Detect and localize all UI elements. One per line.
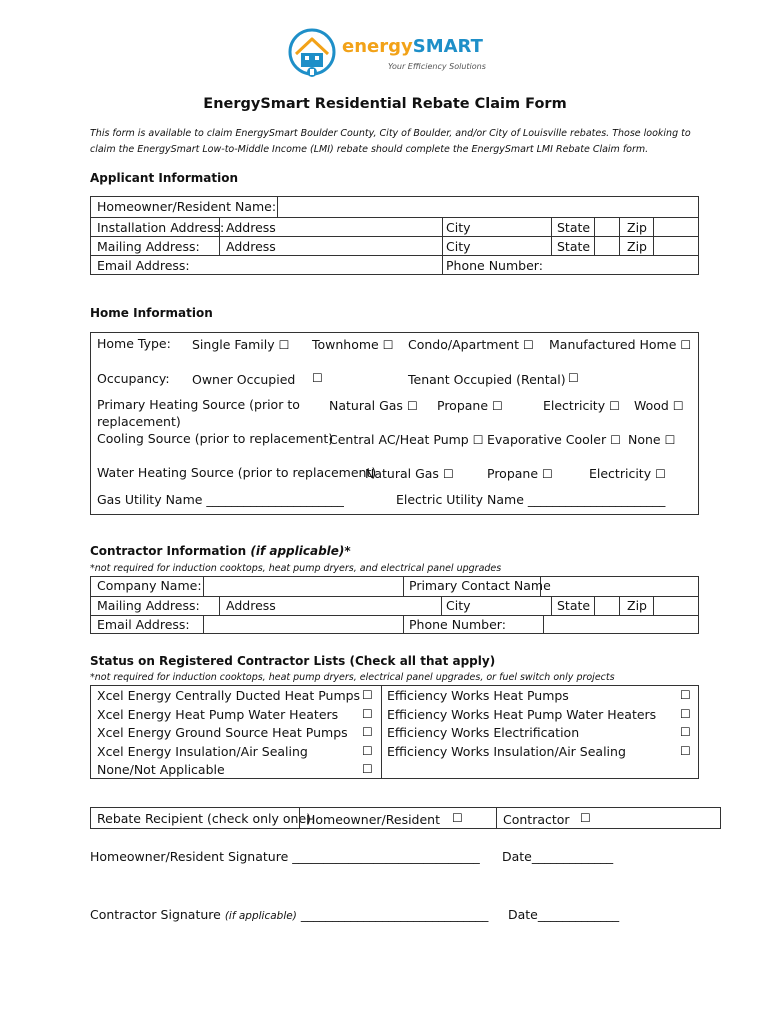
heating-propane-checkbox[interactable]: ☐: [492, 399, 503, 413]
heating-source-label-1: Primary Heating Source (prior to: [97, 397, 300, 412]
company-name-label: Company Name:: [97, 578, 202, 593]
home-heading: Home Information: [90, 306, 213, 320]
water-propane-checkbox[interactable]: ☐: [542, 467, 553, 481]
intro-line-2: claim the EnergySmart Low-to-Middle Income (LMI) rebate should complete the EnergySmart LMI Rebate Claim form.: [90, 144, 649, 155]
contractor-zip-field[interactable]: Zip: [627, 598, 647, 613]
water-propane-option[interactable]: Propane ☐: [487, 466, 553, 481]
cooling-source-label: Cooling Source (prior to replacement): [97, 431, 334, 446]
electric-utility-field[interactable]: Electric Utility Name ______________________: [396, 492, 666, 507]
status-left-3: Xcel Energy Insulation/Air Sealing: [97, 744, 308, 759]
heating-electricity-option[interactable]: Electricity ☐: [543, 398, 620, 413]
phone-number-label: Phone Number:: [446, 258, 543, 273]
owner-occupied-checkbox[interactable]: ☐: [312, 371, 323, 385]
central-ac-checkbox[interactable]: ☐: [472, 433, 484, 447]
contractor-address-field[interactable]: Address: [226, 598, 276, 613]
installation-address-field[interactable]: Address: [226, 220, 276, 235]
contractor-signature-field[interactable]: Contractor Signature (if applicable) ______________________________: [90, 907, 489, 922]
status-note: *not required for induction cooktops, heat pump dryers, electrical panel upgrades, or fuel switch only projects: [90, 672, 615, 683]
water-heating-label: Water Heating Source (prior to replacement): [97, 465, 377, 480]
energysmart-logo: [286, 26, 486, 78]
mailing-zip-field[interactable]: Zip: [627, 239, 647, 254]
status-left-2-checkbox[interactable]: ☐: [362, 725, 373, 739]
cooling-none-checkbox[interactable]: ☐: [664, 433, 676, 447]
status-right-3: Efficiency Works Insulation/Air Sealing: [387, 744, 626, 759]
status-left-1-checkbox[interactable]: ☐: [362, 707, 373, 721]
tenant-occupied-label: Tenant Occupied (Rental): [408, 372, 566, 387]
single-family-checkbox[interactable]: ☐: [278, 338, 290, 352]
logo-tagline: Your Efficiency Solutions: [388, 62, 486, 71]
rebate-recipient-label: Rebate Recipient (check only one):: [97, 811, 316, 826]
mailing-address-field[interactable]: Address: [226, 239, 276, 254]
central-ac-option[interactable]: Central AC/Heat Pump ☐: [329, 432, 484, 447]
status-left-4: None/Not Applicable: [97, 762, 225, 777]
contractor-phone-label: Phone Number:: [409, 617, 506, 632]
status-left-2: Xcel Energy Ground Source Heat Pumps: [97, 725, 348, 740]
heating-electricity-checkbox[interactable]: ☐: [609, 399, 620, 413]
contractor-email-field[interactable]: [204, 616, 402, 633]
heating-natural-gas-option[interactable]: Natural Gas ☐: [329, 398, 418, 413]
rebate-homeowner-checkbox[interactable]: ☐: [452, 811, 463, 825]
installation-state-field[interactable]: State: [557, 220, 591, 235]
water-electricity-option[interactable]: Electricity ☐: [589, 466, 666, 481]
status-heading: Status on Registered Contractor Lists (Check all that apply): [90, 654, 496, 668]
water-natural-gas-checkbox[interactable]: ☐: [442, 467, 454, 481]
evaporative-cooler-option[interactable]: Evaporative Cooler ☐: [487, 432, 621, 447]
logo-wordmark: [342, 36, 483, 57]
contractor-date-field[interactable]: Date_____________: [508, 907, 620, 922]
contractor-mailing-label: Mailing Address:: [97, 598, 200, 613]
single-family-option[interactable]: Single Family ☐: [192, 337, 290, 352]
primary-contact-field[interactable]: [541, 577, 698, 595]
tenant-occupied-checkbox[interactable]: ☐: [568, 371, 579, 385]
contractor-email-label: Email Address:: [97, 617, 190, 632]
installation-address-label: Installation Address:: [97, 220, 225, 235]
installation-zip-field[interactable]: Zip: [627, 220, 647, 235]
heating-wood-option[interactable]: Wood ☐: [634, 398, 684, 413]
contractor-city-field[interactable]: City: [446, 598, 471, 613]
owner-occupied-label: Owner Occupied: [192, 372, 296, 387]
home-info-box: [90, 332, 699, 515]
status-right-2-checkbox[interactable]: ☐: [680, 725, 691, 739]
installation-city-field[interactable]: City: [446, 220, 471, 235]
heating-propane-option[interactable]: Propane ☐: [437, 398, 503, 413]
mailing-address-label: Mailing Address:: [97, 239, 200, 254]
water-electricity-checkbox[interactable]: ☐: [655, 467, 666, 481]
contractor-note: *not required for induction cooktops, heat pump dryers, and electrical panel upgrades: [90, 563, 502, 574]
home-type-label: Home Type:: [97, 336, 171, 351]
company-name-field[interactable]: [204, 577, 402, 595]
status-right-2: Efficiency Works Electrification: [387, 725, 580, 740]
homeowner-name-field[interactable]: [279, 198, 698, 216]
status-left-1: Xcel Energy Heat Pump Water Heaters: [97, 707, 339, 722]
rebate-contractor-checkbox[interactable]: ☐: [580, 811, 591, 825]
status-right-1: Efficiency Works Heat Pump Water Heaters: [387, 707, 657, 722]
email-address-field[interactable]: [220, 257, 440, 274]
townhome-checkbox[interactable]: ☐: [382, 338, 394, 352]
form-title: EnergySmart Residential Rebate Claim Form: [203, 96, 567, 112]
townhome-option[interactable]: Townhome ☐: [312, 337, 394, 352]
house-bulb-icon: [286, 26, 342, 78]
contractor-heading: Contractor Information (if applicable)*: [90, 544, 351, 558]
rebate-contractor-label: Contractor: [503, 812, 570, 827]
homeowner-name-label: Homeowner/Resident Name:: [97, 199, 277, 214]
gas-utility-field[interactable]: Gas Utility Name ______________________: [97, 492, 344, 507]
heating-wood-checkbox[interactable]: ☐: [672, 399, 684, 413]
cooling-none-option[interactable]: None ☐: [628, 432, 676, 447]
status-right-0: Efficiency Works Heat Pumps: [387, 688, 569, 703]
status-left-0: Xcel Energy Centrally Ducted Heat Pumps: [97, 688, 361, 703]
logo-brand-a: energy: [342, 36, 413, 57]
condo-option[interactable]: Condo/Apartment ☐: [408, 337, 534, 352]
evaporative-cooler-checkbox[interactable]: ☐: [610, 433, 621, 447]
status-right-3-checkbox[interactable]: ☐: [680, 744, 691, 758]
manufactured-checkbox[interactable]: ☐: [680, 338, 692, 352]
status-right-0-checkbox[interactable]: ☐: [680, 688, 691, 702]
mailing-state-field[interactable]: State: [557, 239, 591, 254]
manufactured-option[interactable]: Manufactured Home ☐: [549, 337, 692, 352]
heating-source-label-2: replacement): [97, 414, 181, 429]
status-left-0-checkbox[interactable]: ☐: [362, 688, 373, 702]
status-left-4-checkbox[interactable]: ☐: [362, 762, 373, 776]
status-left-3-checkbox[interactable]: ☐: [362, 744, 373, 758]
mailing-city-field[interactable]: City: [446, 239, 471, 254]
email-address-label: Email Address:: [97, 258, 190, 273]
homeowner-date-field[interactable]: Date_____________: [502, 849, 614, 864]
condo-checkbox[interactable]: ☐: [522, 338, 534, 352]
primary-contact-label: Primary Contact Name: [409, 578, 551, 593]
rebate-homeowner-label: Homeowner/Resident: [306, 812, 440, 827]
contractor-phone-field[interactable]: [544, 616, 698, 633]
heating-natural-gas-checkbox[interactable]: ☐: [406, 399, 418, 413]
status-right-1-checkbox[interactable]: ☐: [680, 707, 691, 721]
contractor-state-field[interactable]: State: [557, 598, 591, 613]
logo-brand-b: SMART: [412, 36, 483, 57]
intro-line-1: This form is available to claim EnergySmart Boulder County, City of Boulder, and/or City of Louisville rebates. Those looking to: [90, 128, 691, 139]
homeowner-signature-field[interactable]: Homeowner/Resident Signature ______________________________: [90, 849, 480, 864]
occupancy-label: Occupancy:: [97, 371, 170, 386]
applicant-heading: Applicant Information: [90, 171, 238, 185]
phone-number-field[interactable]: [552, 257, 698, 274]
water-natural-gas-option[interactable]: Natural Gas ☐: [365, 466, 454, 481]
